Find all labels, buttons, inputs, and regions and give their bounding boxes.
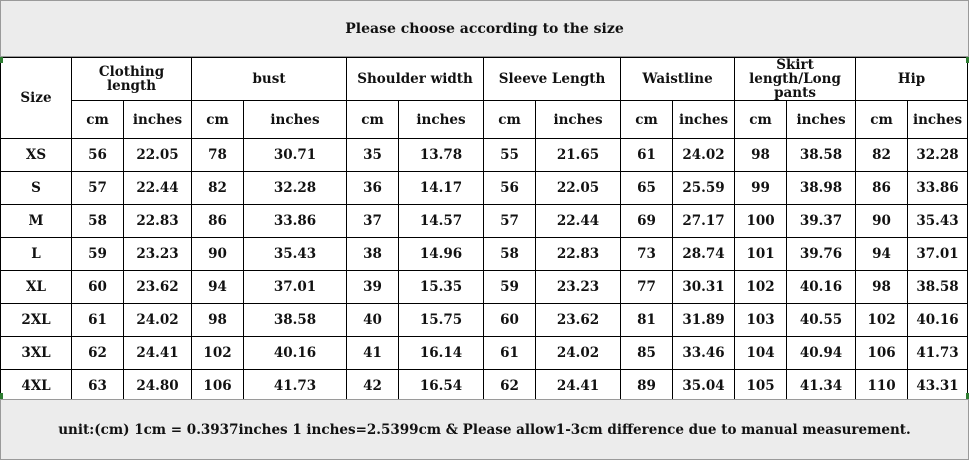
unit-header-cm: cm: [72, 101, 124, 139]
unit-header-inches: inches: [787, 101, 856, 139]
unit-header-cm: cm: [192, 101, 244, 139]
value-cell-cm: 61: [621, 139, 673, 172]
value-cell-cm: 102: [735, 271, 787, 304]
size-cell: XL: [1, 271, 72, 304]
value-cell-cm: 60: [484, 304, 536, 337]
value-cell-inches: 24.02: [124, 304, 192, 337]
value-cell-inches: 41.34: [787, 370, 856, 403]
value-cell-inches: 38.58: [787, 139, 856, 172]
value-cell-inches: 24.02: [673, 139, 735, 172]
value-cell-cm: 104: [735, 337, 787, 370]
value-cell-cm: 60: [72, 271, 124, 304]
value-cell-cm: 78: [192, 139, 244, 172]
value-cell-cm: 57: [484, 205, 536, 238]
size-cell: M: [1, 205, 72, 238]
unit-header-row: [1, 101, 968, 139]
corner-mark: [0, 57, 3, 63]
value-cell-cm: 102: [856, 304, 908, 337]
unit-header-cm: cm: [735, 101, 787, 139]
value-cell-cm: 82: [192, 172, 244, 205]
unit-header-inches: inches: [399, 101, 484, 139]
value-cell-cm: 82: [856, 139, 908, 172]
value-cell-cm: 103: [735, 304, 787, 337]
size-cell: 4XL: [1, 370, 72, 403]
group-header-hip: Hip: [856, 58, 968, 101]
value-cell-inches: 33.86: [244, 205, 347, 238]
value-cell-cm: 61: [484, 337, 536, 370]
unit-header-inches: inches: [124, 101, 192, 139]
value-cell-cm: 59: [72, 238, 124, 271]
size-cell: 3XL: [1, 337, 72, 370]
value-cell-inches: 37.01: [244, 271, 347, 304]
value-cell-inches: 30.71: [244, 139, 347, 172]
value-cell-inches: 31.89: [673, 304, 735, 337]
table-row: [1, 337, 968, 370]
group-header-sleeve-length: Sleeve Length: [484, 58, 621, 101]
value-cell-inches: 15.35: [399, 271, 484, 304]
value-cell-inches: 16.54: [399, 370, 484, 403]
value-cell-cm: 100: [735, 205, 787, 238]
value-cell-cm: 81: [621, 304, 673, 337]
value-cell-cm: 85: [621, 337, 673, 370]
value-cell-inches: 22.44: [536, 205, 621, 238]
group-header-shoulder-width: Shoulder width: [347, 58, 484, 101]
value-cell-inches: 41.73: [244, 370, 347, 403]
value-cell-inches: 16.14: [399, 337, 484, 370]
value-cell-cm: 106: [856, 337, 908, 370]
unit-note: unit:(cm) 1cm = 0.3937inches 1 inches=2.5399cm & Please allow1-3cm difference due to manual measurement.: [0, 399, 969, 460]
value-cell-inches: 24.41: [124, 337, 192, 370]
unit-header-inches: inches: [908, 101, 968, 139]
value-cell-cm: 90: [192, 238, 244, 271]
value-cell-cm: 98: [856, 271, 908, 304]
value-cell-inches: 14.57: [399, 205, 484, 238]
table-row: [1, 304, 968, 337]
group-header-row: [1, 58, 968, 101]
value-cell-inches: 38.58: [908, 271, 968, 304]
value-cell-inches: 35.04: [673, 370, 735, 403]
value-cell-cm: 58: [484, 238, 536, 271]
value-cell-inches: 37.01: [908, 238, 968, 271]
value-cell-inches: 35.43: [908, 205, 968, 238]
value-cell-cm: 56: [484, 172, 536, 205]
value-cell-inches: 21.65: [536, 139, 621, 172]
value-cell-cm: 61: [72, 304, 124, 337]
value-cell-inches: 24.80: [124, 370, 192, 403]
value-cell-inches: 38.58: [244, 304, 347, 337]
value-cell-inches: 40.16: [908, 304, 968, 337]
size-cell: L: [1, 238, 72, 271]
value-cell-cm: 56: [72, 139, 124, 172]
value-cell-cm: 94: [192, 271, 244, 304]
value-cell-cm: 89: [621, 370, 673, 403]
value-cell-inches: 39.37: [787, 205, 856, 238]
value-cell-inches: 38.98: [787, 172, 856, 205]
value-cell-cm: 86: [192, 205, 244, 238]
value-cell-cm: 110: [856, 370, 908, 403]
value-cell-inches: 33.46: [673, 337, 735, 370]
size-cell: XS: [1, 139, 72, 172]
value-cell-inches: 40.16: [787, 271, 856, 304]
value-cell-cm: 57: [72, 172, 124, 205]
value-cell-cm: 106: [192, 370, 244, 403]
value-cell-cm: 98: [192, 304, 244, 337]
value-cell-inches: 24.02: [536, 337, 621, 370]
value-cell-inches: 30.31: [673, 271, 735, 304]
table-row: [1, 370, 968, 403]
value-cell-inches: 41.73: [908, 337, 968, 370]
unit-header-cm: cm: [856, 101, 908, 139]
value-cell-inches: 14.96: [399, 238, 484, 271]
unit-header-cm: cm: [484, 101, 536, 139]
group-header-clothing-length: Clothing length: [72, 58, 192, 101]
value-cell-cm: 41: [347, 337, 399, 370]
size-rows: [1, 139, 968, 403]
value-cell-cm: 99: [735, 172, 787, 205]
value-cell-inches: 28.74: [673, 238, 735, 271]
table-row: [1, 139, 968, 172]
value-cell-cm: 105: [735, 370, 787, 403]
size-cell: S: [1, 172, 72, 205]
value-cell-inches: 22.05: [124, 139, 192, 172]
value-cell-inches: 33.86: [908, 172, 968, 205]
value-cell-cm: 94: [856, 238, 908, 271]
unit-header-inches: inches: [673, 101, 735, 139]
value-cell-inches: 35.43: [244, 238, 347, 271]
value-cell-inches: 25.59: [673, 172, 735, 205]
value-cell-inches: 23.23: [124, 238, 192, 271]
value-cell-cm: 101: [735, 238, 787, 271]
value-cell-cm: 90: [856, 205, 908, 238]
value-cell-cm: 37: [347, 205, 399, 238]
value-cell-cm: 63: [72, 370, 124, 403]
size-cell: 2XL: [1, 304, 72, 337]
value-cell-inches: 40.16: [244, 337, 347, 370]
value-cell-cm: 86: [856, 172, 908, 205]
table-row: [1, 271, 968, 304]
value-cell-inches: 39.76: [787, 238, 856, 271]
group-header-waistline: Waistline: [621, 58, 735, 101]
value-cell-inches: 13.78: [399, 139, 484, 172]
value-cell-cm: 38: [347, 238, 399, 271]
value-cell-inches: 23.62: [124, 271, 192, 304]
value-cell-cm: 98: [735, 139, 787, 172]
value-cell-inches: 32.28: [908, 139, 968, 172]
value-cell-cm: 77: [621, 271, 673, 304]
value-cell-cm: 39: [347, 271, 399, 304]
table-row: [1, 172, 968, 205]
value-cell-inches: 22.05: [536, 172, 621, 205]
value-cell-inches: 43.31: [908, 370, 968, 403]
group-header-bust: bust: [192, 58, 347, 101]
value-cell-inches: 32.28: [244, 172, 347, 205]
value-cell-cm: 42: [347, 370, 399, 403]
unit-header-inches: inches: [536, 101, 621, 139]
corner-mark: [0, 393, 3, 399]
value-cell-inches: 23.23: [536, 271, 621, 304]
value-cell-inches: 15.75: [399, 304, 484, 337]
value-cell-inches: 27.17: [673, 205, 735, 238]
group-header-skirt-length: Skirt length/Long pants: [735, 58, 856, 101]
value-cell-cm: 58: [72, 205, 124, 238]
value-cell-inches: 22.83: [536, 238, 621, 271]
value-cell-cm: 62: [72, 337, 124, 370]
value-cell-cm: 65: [621, 172, 673, 205]
table-row: [1, 238, 968, 271]
size-header: Size: [1, 58, 72, 139]
value-cell-inches: 24.41: [536, 370, 621, 403]
value-cell-cm: 59: [484, 271, 536, 304]
value-cell-cm: 36: [347, 172, 399, 205]
table-row: [1, 205, 968, 238]
unit-header-cm: cm: [621, 101, 673, 139]
value-cell-inches: 14.17: [399, 172, 484, 205]
value-cell-inches: 40.94: [787, 337, 856, 370]
page-title: Please choose according to the size: [0, 0, 969, 57]
value-cell-inches: 23.62: [536, 304, 621, 337]
value-cell-inches: 40.55: [787, 304, 856, 337]
value-cell-cm: 69: [621, 205, 673, 238]
value-cell-cm: 62: [484, 370, 536, 403]
value-cell-inches: 22.83: [124, 205, 192, 238]
unit-header-cm: cm: [347, 101, 399, 139]
value-cell-cm: 55: [484, 139, 536, 172]
value-cell-inches: 22.44: [124, 172, 192, 205]
value-cell-cm: 102: [192, 337, 244, 370]
size-table: [0, 57, 968, 403]
unit-header-inches: inches: [244, 101, 347, 139]
value-cell-cm: 40: [347, 304, 399, 337]
value-cell-cm: 73: [621, 238, 673, 271]
value-cell-cm: 35: [347, 139, 399, 172]
